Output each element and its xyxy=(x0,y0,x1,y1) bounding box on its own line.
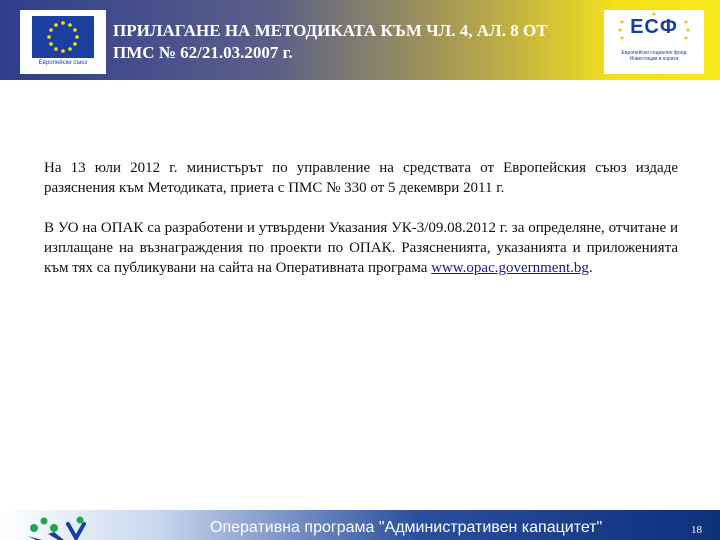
esf-logo xyxy=(604,10,704,74)
paragraph-2-end: . xyxy=(588,260,593,276)
opac-website-link[interactable]: www.opac.government.bg xyxy=(431,260,589,276)
program-name: Оперативна програма "Административен капацитет" xyxy=(210,519,603,536)
opac-program-logo-icon xyxy=(24,514,96,540)
page-number: 18 xyxy=(691,524,702,536)
slide-body xyxy=(44,158,678,298)
esf-caption xyxy=(604,50,704,62)
footer-banner xyxy=(0,510,720,540)
eu-logo xyxy=(20,10,106,74)
paragraph-2 xyxy=(44,218,678,278)
eu-caption: Европейски съюз xyxy=(38,60,88,66)
header-banner xyxy=(0,0,720,80)
esf-caption-line2: Инвестиции в хората xyxy=(629,56,679,62)
slide-title xyxy=(113,20,593,64)
paragraph-2-lead: В УО на ОПАК са разработени и утвърдени Указания УК-3/09.08.2012 г. за определяне, отчитане и изплащане на възнаграждения по проекти по ОПАК. Разясненията, указанията и приложенията към тях са публикувани на сайта на Оперативната програма xyxy=(44,220,678,276)
eu-flag-icon xyxy=(32,16,94,58)
slide-title-line1: ПРИЛАГАНЕ НА МЕТОДИКАТА КЪМ ЧЛ. 4, АЛ. 8 ОТ xyxy=(113,21,548,40)
slide-title-line2: ПМС № 62/21.03.2007 г. xyxy=(113,43,293,62)
paragraph-1: На 13 юли 2012 г. министърът по управление на средствата от Европейския съюз издаде разяснения към Методиката, приета с ПМС № 330 от 5 декември 2011 г. xyxy=(44,160,678,196)
esf-logo-text: ЕСФ xyxy=(630,16,678,38)
esf-caption-line1: Европейски социален фонд xyxy=(621,50,687,56)
